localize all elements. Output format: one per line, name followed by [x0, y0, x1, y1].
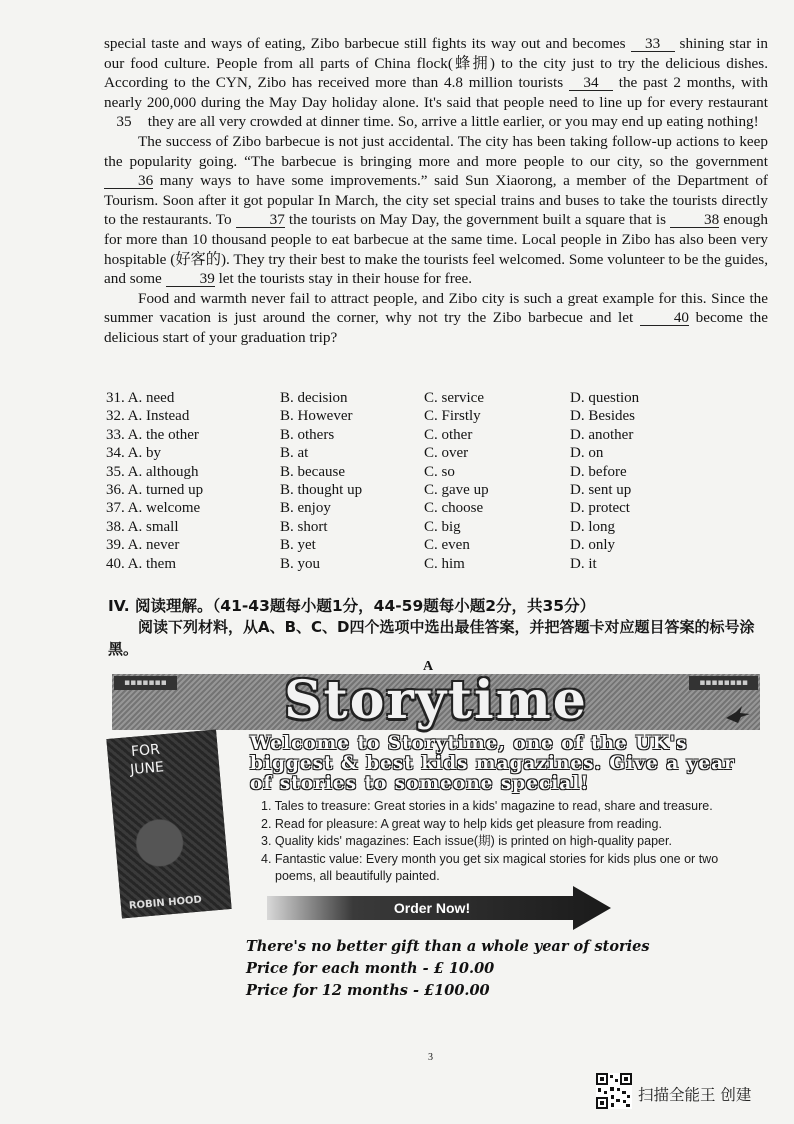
- cloze-passage: [104, 34, 768, 348]
- blank-38: 38: [670, 212, 719, 228]
- option-row-33: 33. A. the other B. others C. other D. another: [106, 426, 634, 443]
- option-row-39: 39. A. never B. yet C. even D. only: [106, 537, 615, 554]
- option-row-37: 37. A. welcome B. enjoy C. choose D. protect: [106, 500, 630, 517]
- feature-list: [261, 798, 741, 886]
- price-year: Price for 12 months - £100.00: [246, 982, 490, 999]
- magazine-cover-image: [106, 730, 231, 919]
- order-now-button[interactable]: [267, 886, 611, 930]
- option-row-36: 36. A. turned up B. thought up C. gave up D. sent up: [106, 481, 632, 498]
- cover-story-name: ROBIN HOOD: [128, 894, 203, 912]
- feature-item: 4. Fantastic value: Every month you get six magical stories for kids plus one or two poems, all beautifully painted.: [261, 851, 719, 883]
- gift-line: There's no better gift than a whole year of stories: [246, 938, 650, 955]
- option-row-40: 40. A. them B. you C. him D. it: [106, 555, 597, 572]
- ad-title: Storytime: [284, 670, 588, 731]
- option-row-38: 38. A. small B. short C. big D. long: [106, 518, 615, 535]
- ad-banner: [112, 670, 760, 731]
- storytime-advertisement: [112, 670, 760, 1026]
- feature-item: 1. Tales to treasure: Great stories in a kids' magazine to read, share and treasure.: [261, 799, 713, 813]
- ad-headline: Welcome to Storytime, one of the UK's biggest & best kids magazines. Give a year of stories to someone special!: [250, 733, 735, 794]
- scanner-watermark: 扫描全能王 创建: [638, 1086, 752, 1104]
- pricing-block: [246, 936, 650, 1002]
- paragraph-2: The success of Zibo barbecue is not just accidental. The city has been taking follow-up actions to keep the popularity going. “The barbecue is bringing more and more people to our city, so the government 36 many ways to have some improvements.” said Sun Xiaorong, a member of the Department of Tourism. Soon after it got popular In March, the city set special trains and buses to take the tourists directly to the restaurants. To 37 the tourists on May Day, the government built a square that is 38 enough for more than 10 thousand people to eat barbecue at the same time. Local people in Zibo has also been very hospitable (好客的). They try their best to make the tourists feel welcomed. Some volunteer to be the guides, and some 39 let the tourists stay in their house for free.: [104, 132, 768, 288]
- bird-icon: [724, 704, 752, 724]
- banner-strip-right: ▪▪▪▪▪▪▪▪: [689, 676, 758, 690]
- qr-code-icon: [596, 1073, 632, 1109]
- section-instructions: 阅读下列材料，从A、B、C、D四个选项中选出最佳答案，并把答题卡对应题目答案的标号涂黑。: [108, 618, 755, 658]
- passage-label: A: [423, 659, 434, 674]
- feature-item: 3. Quality kids' magazines: Each issue(期) is printed on high-quality paper.: [261, 834, 672, 848]
- blank-39: 39: [166, 271, 215, 287]
- feature-item: 2. Read for pleasure: A great way to help kids get pleasure from reading.: [261, 816, 662, 831]
- blank-33: 33: [631, 36, 675, 52]
- paragraph-1: special taste and ways of eating, Zibo barbecue still fights its way out and becomes 33 shining star in our food culture. People from all parts of China flock(蜂拥) to the city just to try the delicious dishes. According to the CYN, Zibo has received more than 4.8 million tourists 34 the past 2 months, with nearly 200,000 during the May Day holiday alone. It's said that people need to line up for every restaurant 35 they are all very crowded at dinner time. So, arrive a little earlier, or you may end up eating nothing!: [104, 35, 769, 131]
- order-now-label: Order Now!: [393, 900, 471, 916]
- option-row-31: 31. A. need B. decision C. service D. question: [106, 390, 640, 406]
- option-row-34: 34. A. by B. at C. over D. on: [106, 445, 604, 462]
- price-month: Price for each month - £ 10.00: [246, 960, 495, 977]
- paragraph-3: Food and warmth never fail to attract people, and Zibo city is such a great example for this. Since the summer vacation is just around the corner, why not try the Zibo barbecue and let 40 become the delicious start of your graduation trip?: [104, 289, 769, 346]
- blank-34: 34: [569, 75, 613, 91]
- answer-options: [106, 389, 766, 573]
- section-title: IV. 阅读理解。（41-43题每小题1分，44-59题每小题2分，共35分）: [108, 597, 596, 615]
- blank-40: 40: [640, 310, 689, 326]
- cover-badge: FOR JUNE: [129, 741, 165, 779]
- page-number: 3: [428, 1052, 433, 1063]
- banner-strip-left: ▪▪▪▪▪▪▪: [114, 676, 177, 690]
- blank-37: 37: [236, 212, 285, 228]
- option-row-35: 35. A. although B. because C. so D. before: [106, 463, 627, 480]
- option-row-32: 32. A. Instead B. However C. Firstly D. Besides: [106, 408, 635, 425]
- blank-35: 35: [116, 113, 132, 131]
- blank-36: 36: [104, 173, 153, 189]
